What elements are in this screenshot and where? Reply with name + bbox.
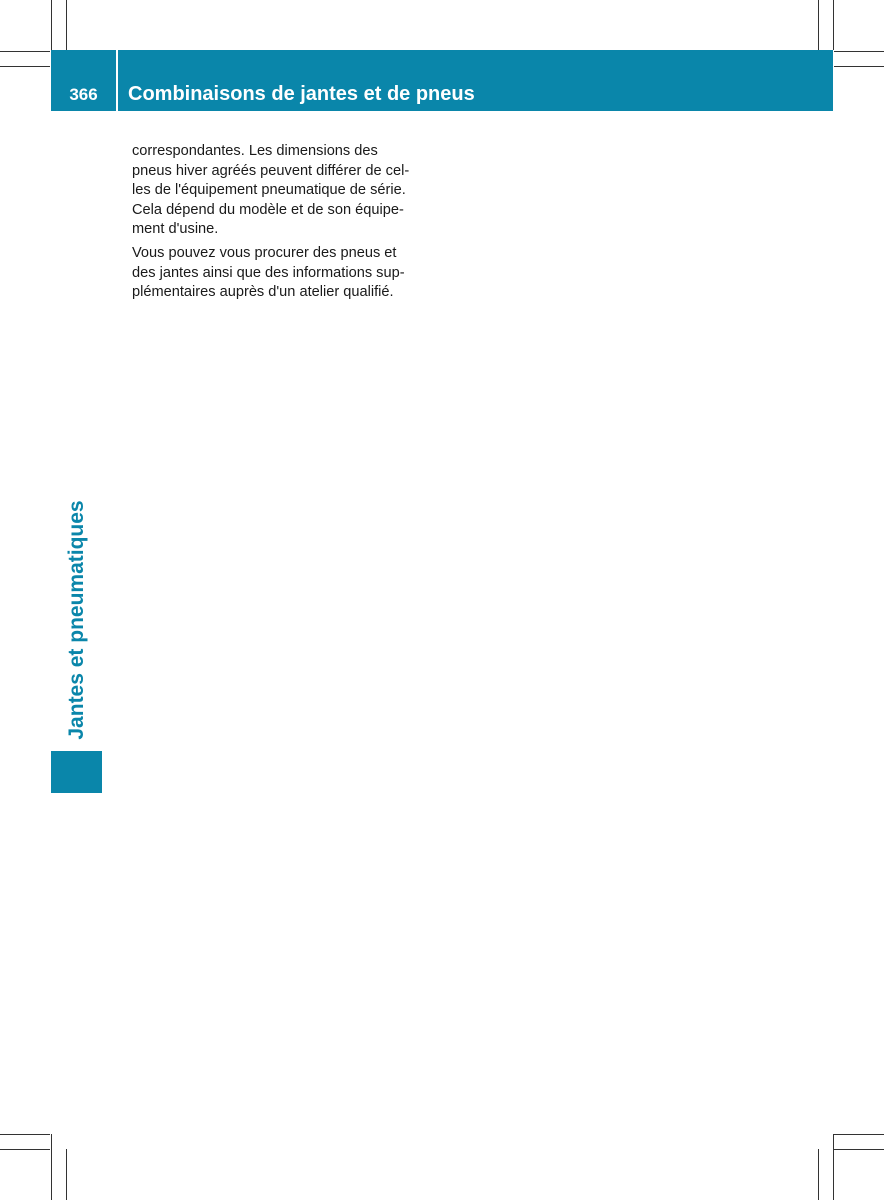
crop-mark (0, 1134, 50, 1135)
page-number: 366 (69, 85, 98, 104)
side-tab-label: Jantes et pneumatiques (65, 500, 88, 740)
crop-mark (833, 0, 834, 50)
crop-mark (51, 1134, 52, 1200)
paragraph (132, 142, 432, 240)
crop-mark (818, 1149, 819, 1200)
crop-mark (0, 51, 50, 52)
text-line: ment d'usine. (132, 221, 219, 238)
header-divider (116, 50, 118, 111)
crop-mark (834, 51, 884, 52)
crop-mark (51, 0, 52, 50)
text-line: les de l'équipement pneumatique de série. (132, 182, 406, 199)
crop-mark (818, 0, 819, 50)
body-text (132, 142, 432, 307)
side-tab-marker (51, 751, 102, 793)
crop-mark (0, 1149, 50, 1150)
text-line: plémentaires auprès d'un atelier qualifié. (132, 284, 394, 301)
crop-mark (834, 66, 884, 67)
crop-mark (0, 66, 50, 67)
section-title: Combinaisons de jantes et de pneus (128, 83, 475, 105)
text-line: Vous pouvez vous procurer des pneus et (132, 244, 397, 261)
paragraph (132, 244, 432, 303)
text-line: correspondantes. Les dimensions des (132, 143, 378, 159)
crop-mark (834, 1134, 884, 1135)
text-line: Cela dépend du modèle et de son équipe- (132, 201, 404, 218)
crop-mark (66, 1149, 67, 1200)
crop-mark (66, 0, 67, 50)
crop-mark (833, 1134, 834, 1200)
crop-mark (834, 1149, 884, 1150)
text-line: des jantes ainsi que des informations sup- (132, 264, 405, 281)
text-line: pneus hiver agréés peuvent différer de cel- (132, 162, 410, 179)
